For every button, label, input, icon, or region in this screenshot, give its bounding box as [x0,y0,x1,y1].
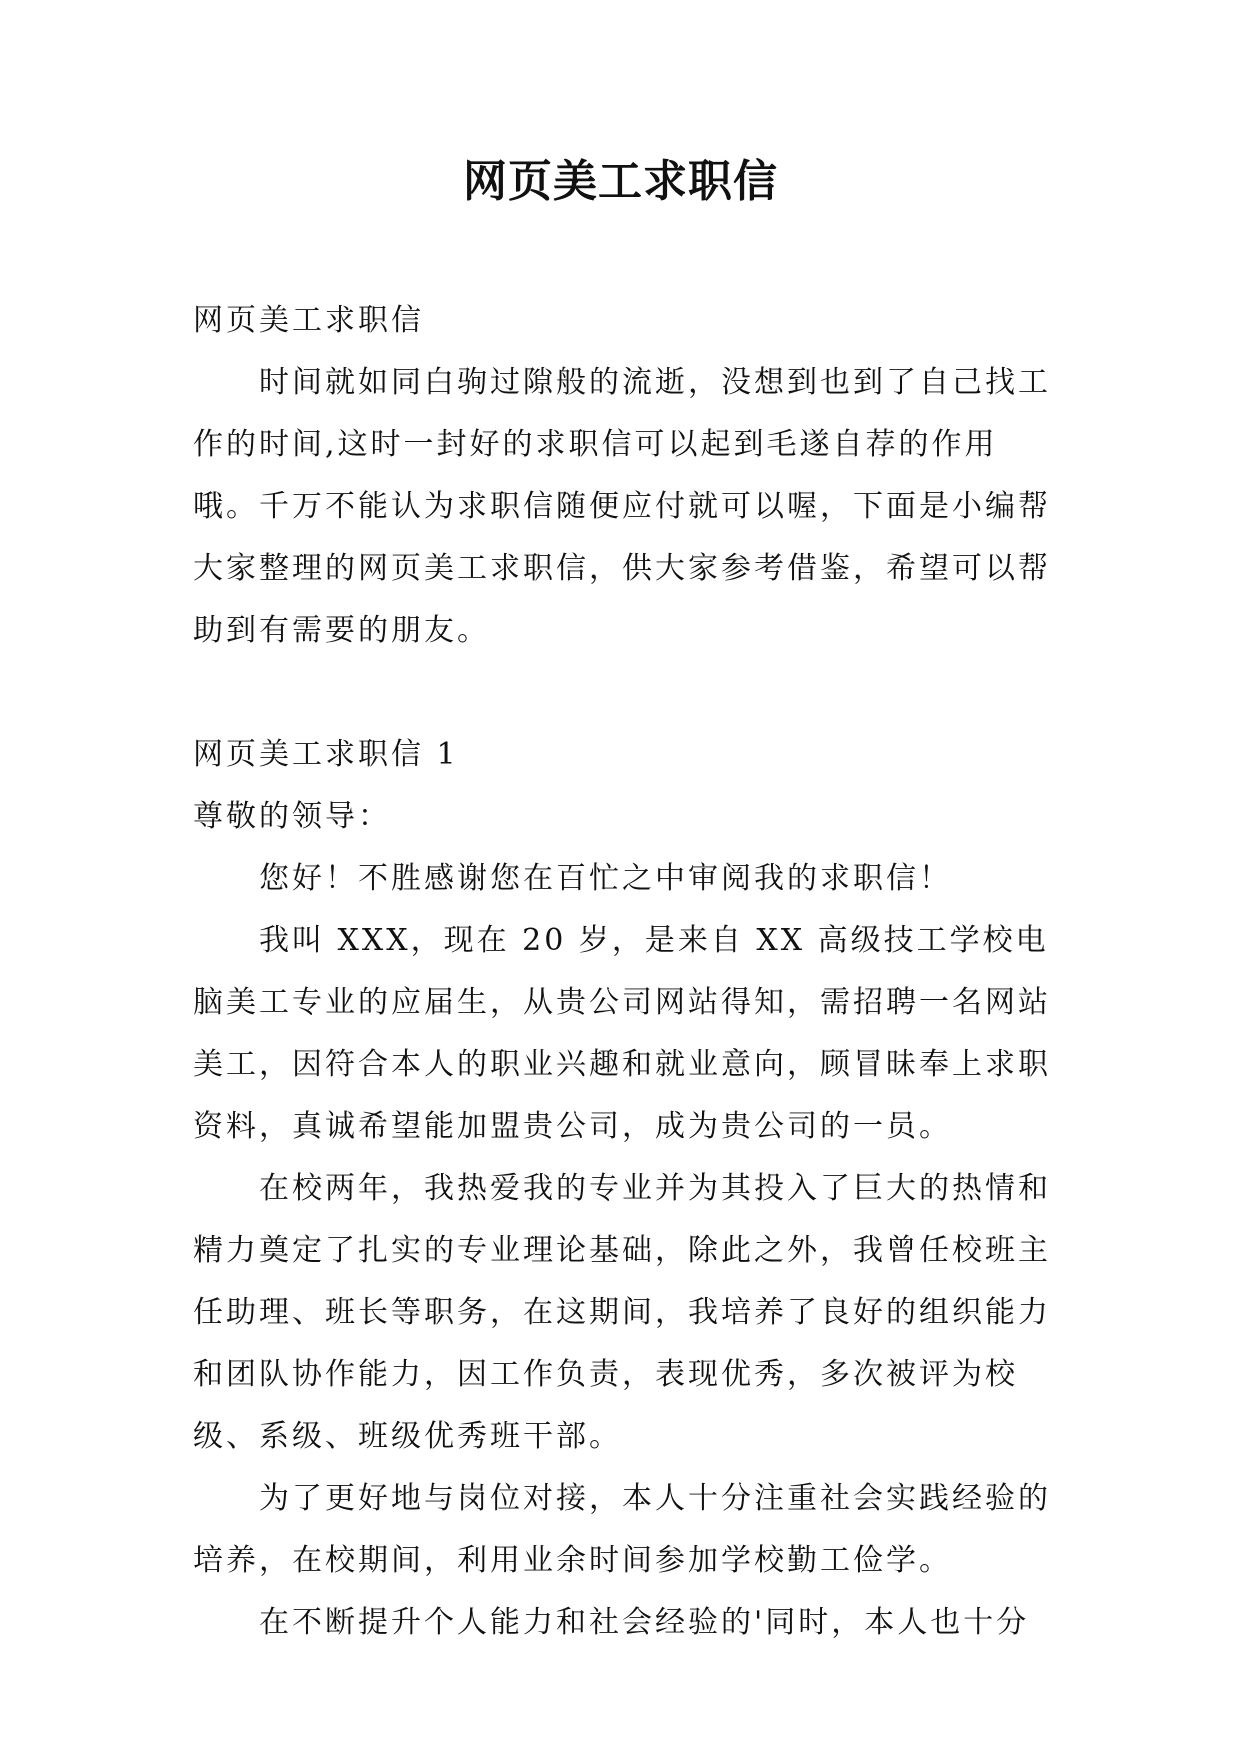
body-paragraph: 为了更好地与岗位对接，本人十分注重社会实践经验的培养，在校期间，利用业余时间参加学校勤工俭学。 [193,1481,1051,1578]
body-paragraph: 在校两年，我热爱我的专业并为其投入了巨大的热情和精力奠定了扎实的专业理论基础，除此之外，我曾任校班主任助理、班长等职务，在这期间，我培养了良好的组织能力和团队协作能力，因工作负责，表现优秀，多次被评为校级、系级、班级优秀班干部。 [193,1171,1051,1454]
body-paragraph: 在不断提升个人能力和社会经验的'同时，本人也十分 [259,1605,1030,1640]
body-paragraph: 我叫 XXX，现在 20 岁，是来自 XX 高级技工学校电脑美工专业的应届生，从贵公司网站得知，需招聘一名网站美工，因符合本人的职业兴趣和就业意向，顾冒昧奉上求职资料，真诚希望能加盟贵公司，成为贵公司的一员。 [193,923,1051,1144]
body-paragraph: 您好！不胜感谢您在百忙之中审阅我的求职信！ [259,861,952,896]
section-heading: 网页美工求职信 1 [193,737,459,772]
document-subtitle: 网页美工求职信 [193,303,424,338]
document-title: 网页美工求职信 [463,156,778,207]
salutation: 尊敬的领导： [193,799,391,834]
paragraph-spacer [193,662,1051,724]
intro-paragraph: 时间就如同白驹过隙般的流逝，没想到也到了自己找工作的时间,这时一封好的求职信可以起到毛遂自荐的作用哦。千万不能认为求职信随便应付就可以喔，下面是小编帮大家整理的网页美工求职信，供大家参考借鉴，希望可以帮助到有需要的朋友。 [193,365,1051,648]
document-body [193,290,1051,1654]
